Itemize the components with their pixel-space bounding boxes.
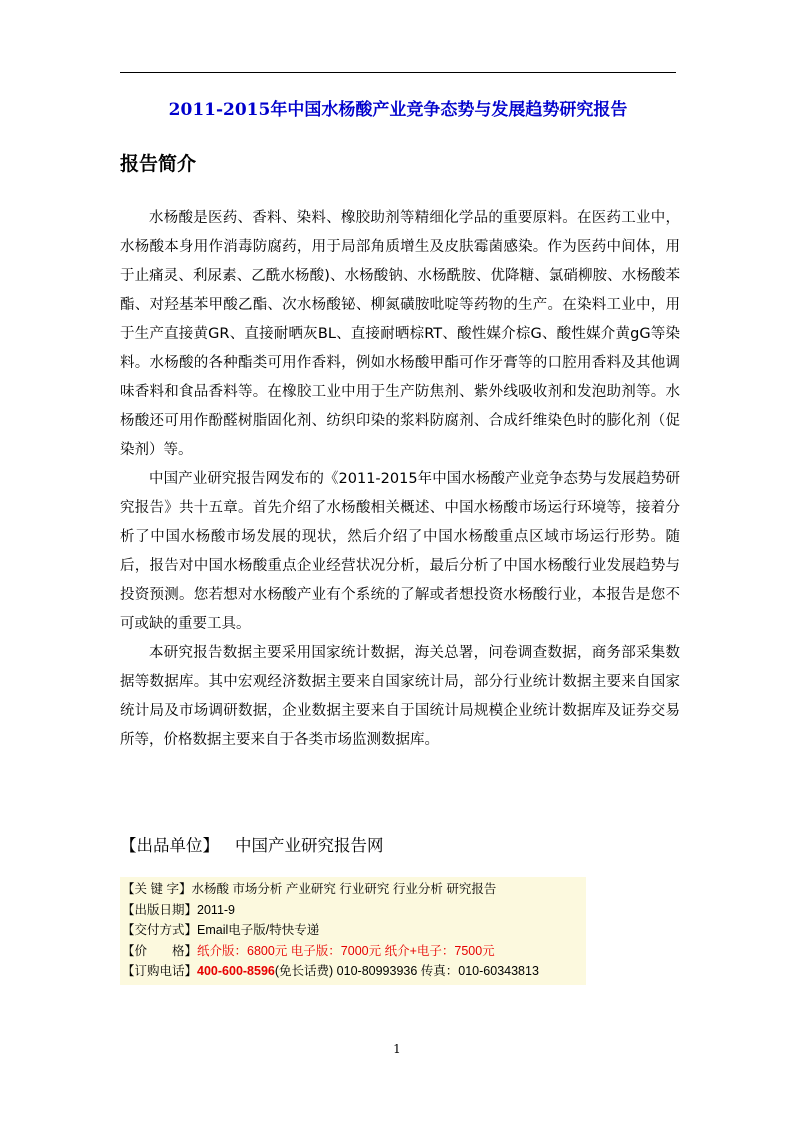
keywords-value: 水杨酸 市场分析 产业研究 行业研究 行业分析 研究报告	[191, 882, 497, 896]
header-rule	[120, 72, 676, 73]
page-number: 1	[393, 1042, 401, 1056]
info-price	[120, 941, 586, 962]
section-heading: 报告简介	[120, 153, 197, 175]
info-phone	[120, 961, 586, 982]
price-value: 纸介版：6800元 电子版：7000元 纸介+电子：7500元	[197, 943, 495, 958]
phone-hotline: 400-600-8596	[197, 964, 275, 978]
producer-value: 中国产业研究报告网	[235, 836, 384, 855]
phone-label: 【订购电话】	[122, 964, 198, 978]
info-delivery	[120, 920, 586, 941]
document-title: 2011-2015年中国水杨酸产业竞争态势与发展趋势研究报告	[168, 100, 628, 120]
paragraph-structure: 中国产业研究报告网发布的《2011-2015年中国水杨酸产业竞争态势与发展趋势研究报告》共十五章。首先介绍了水杨酸相关概述、中国水杨酸市场运行环境等，接着分析了中国水杨酸市场发展的现状，然后介绍了中国水杨酸重点区域市场运行形势。随后，报告对中国水杨酸重点企业经营状况分析，最后分析了中国水杨酸行业发展趋势与投资预测。您若想对水杨酸产业有个系统的了解或者想投资水杨酸行业，本报告是您不可或缺的重要工具。	[120, 471, 680, 632]
info-keywords	[120, 879, 586, 900]
delivery-value: Email电子版/特快专递	[197, 923, 320, 937]
date-label: 【出版日期】	[122, 902, 198, 917]
delivery-label: 【交付方式】	[122, 923, 198, 937]
paragraph-sources: 本研究报告数据主要采用国家统计数据，海关总署，问卷调查数据，商务部采集数据等数据库。其中宏观经济数据主要来自国家统计局，部分行业统计数据主要来自国家统计局及市场调研数据，企业数据主要来自于国统计局规模企业统计数据库及证券交易所等，价格数据主要来自于各类市场监测数据库。	[120, 645, 680, 748]
phone-rest: (免长话费) 010-80993936 传真：010-60343813	[274, 964, 539, 978]
producer-line	[120, 832, 384, 860]
paragraph-intro: 水杨酸是医药、香料、染料、橡胶助剂等精细化学品的重要原料。在医药工业中，水杨酸本身用作消毒防腐药，用于局部角质增生及皮肤霉菌感染。作为医药中间体，用于止痛灵、利尿素、乙酰水杨酸)、水杨酸钠、水杨酰胺、优降糖、氯硝柳胺、水杨酸苯酯、对羟基苯甲酸乙酯、次水杨酸铋、柳氮磺胺吡啶等药物的生产。在染料工业中，用于生产直接黄GR、直接耐晒灰BL、直接耐晒棕RT、酸性媒介棕G、酸性媒介黄gG等染料。水杨酸的各种酯类可用作香料，例如水杨酸甲酯可作牙膏等的口腔用香料及其他调味香料和食品香料等。在橡胶工业中用于生产防焦剂、紫外线吸收剂和发泡助剂等。水杨酸还可用作酚醛树脂固化剂、纺织印染的浆料防腐剂、合成纤维染色时的膨化剂（促染剂）等。	[120, 210, 680, 458]
date-value: 2011-9	[197, 902, 236, 917]
report-body	[120, 204, 680, 755]
producer-label: 【出品单位】	[120, 836, 219, 855]
info-box	[120, 877, 586, 985]
price-label: 【价 格】	[122, 943, 198, 958]
keywords-label: 【关 键 字】	[122, 882, 192, 896]
info-date	[120, 900, 586, 921]
